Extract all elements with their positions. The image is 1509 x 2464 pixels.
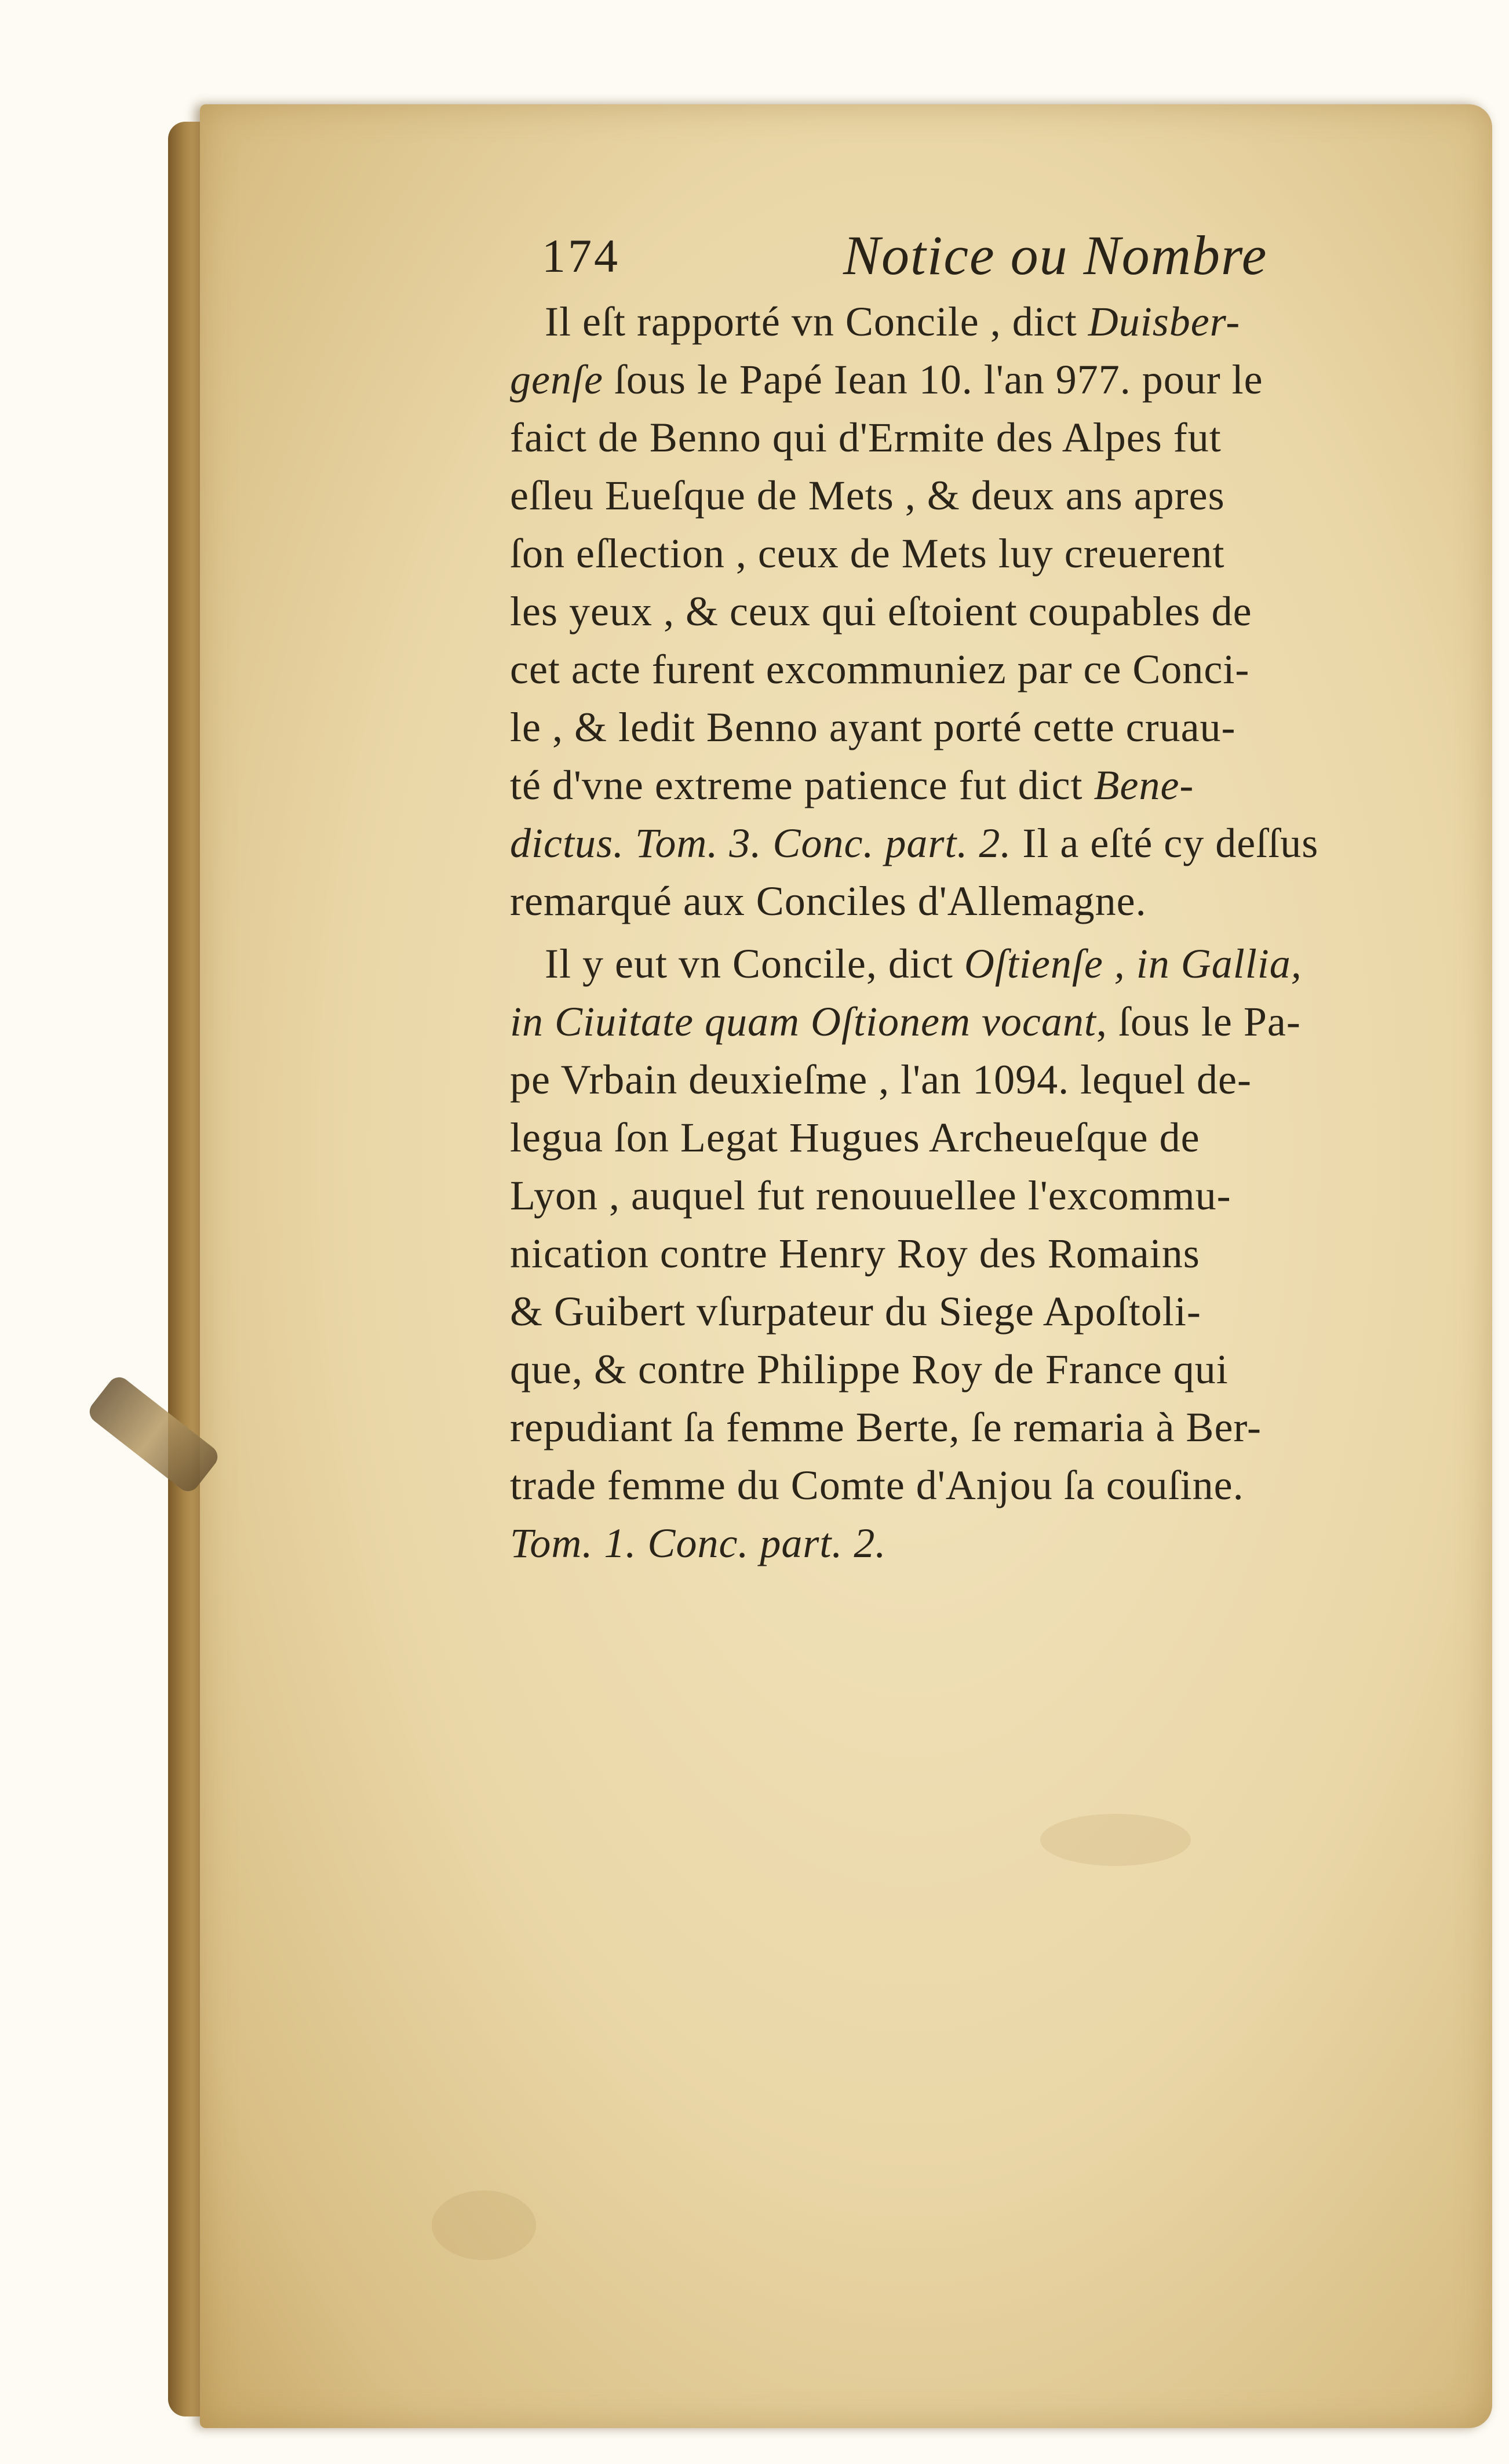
text-segment: pe Vrbain deuxieſme , l'an 1094. lequel de-: [510, 1056, 1252, 1103]
text-segment: les yeux , & ceux qui eſtoient coupables de: [510, 588, 1252, 635]
foxing-stain: [1040, 1814, 1191, 1866]
text-line: [510, 1282, 1472, 1340]
text-line: [510, 993, 1472, 1051]
text-line: [510, 1224, 1472, 1282]
italic-segment: genſe: [510, 356, 603, 403]
text-segment: le , & ledit Benno ayant porté cette cruau-: [510, 704, 1236, 750]
text-segment: Lyon , auquel fut renouuellee l'excommu-: [510, 1172, 1231, 1219]
italic-segment: Tom. 1. Conc. part. 2.: [510, 1520, 887, 1566]
running-head: Notice ou Nombre: [843, 224, 1268, 286]
text-line: [510, 1398, 1472, 1456]
text-segment: nication contre Henry Roy des Romains: [510, 1230, 1200, 1277]
text-segment: & Guibert vſurpateur du Siege Apoſtoli-: [510, 1288, 1201, 1335]
text-line: [510, 935, 1472, 993]
italic-segment: Bene-: [1094, 762, 1194, 808]
text-segment: Il eſt rapporté vn Concile , dict: [545, 298, 1088, 345]
foxing-stain: [432, 2190, 536, 2260]
text-segment: ſon eſlection , ceux de Mets luy creuerent: [510, 530, 1225, 577]
italic-segment: Oſtienſe , in Gallia,: [964, 941, 1302, 987]
text-line: [510, 814, 1472, 872]
text-line: [510, 872, 1472, 930]
text-segment: ſous le Papé Iean 10. l'an 977. pour le: [603, 356, 1263, 403]
text-segment: repudiant ſa femme Berte, ſe remaria à Ber-: [510, 1404, 1262, 1450]
text-line: [510, 524, 1472, 582]
body-text: [510, 293, 1472, 1572]
text-line: [510, 1340, 1472, 1398]
folio-number: 174: [542, 229, 620, 282]
italic-segment: Duisber-: [1088, 298, 1241, 345]
text-segment: Il y eut vn Concile, dict: [545, 941, 964, 987]
text-line: [510, 1456, 1472, 1514]
text-segment: eſleu Eueſque de Mets , & deux ans apres: [510, 472, 1225, 519]
text-segment: que, & contre Philippe Roy de France qui: [510, 1346, 1229, 1393]
italic-segment: in Ciuitate quam Oſtionem vocant: [510, 998, 1096, 1045]
text-segment: cet acte furent excommuniez par ce Conci-: [510, 646, 1250, 692]
text-segment: , ſous le Pa-: [1096, 998, 1301, 1045]
text-segment: legua ſon Legat Hugues Archeueſque de: [510, 1114, 1200, 1161]
page-header: [542, 223, 1295, 287]
text-line: [510, 466, 1472, 524]
text-line: [510, 409, 1472, 466]
text-segment: Il a eſté cy deſſus: [1011, 820, 1319, 866]
text-segment: faict de Benno qui d'Ermite des Alpes fut: [510, 414, 1222, 461]
text-line: [510, 1051, 1472, 1109]
italic-segment: dictus. Tom. 3. Conc. part. 2.: [510, 820, 1012, 866]
text-line: [510, 1109, 1472, 1167]
text-line: [510, 1514, 1472, 1572]
text-line: [510, 1167, 1472, 1224]
text-line: [510, 640, 1472, 698]
text-segment: té d'vne extreme patience fut dict: [510, 762, 1094, 808]
text-line: [510, 293, 1472, 351]
text-segment: remarqué aux Conciles d'Allemagne.: [510, 878, 1147, 924]
text-line: [510, 351, 1472, 409]
text-line: [510, 582, 1472, 640]
text-line: [510, 698, 1472, 756]
text-segment: trade femme du Comte d'Anjou ſa couſine.: [510, 1462, 1244, 1508]
text-line: [510, 756, 1472, 814]
